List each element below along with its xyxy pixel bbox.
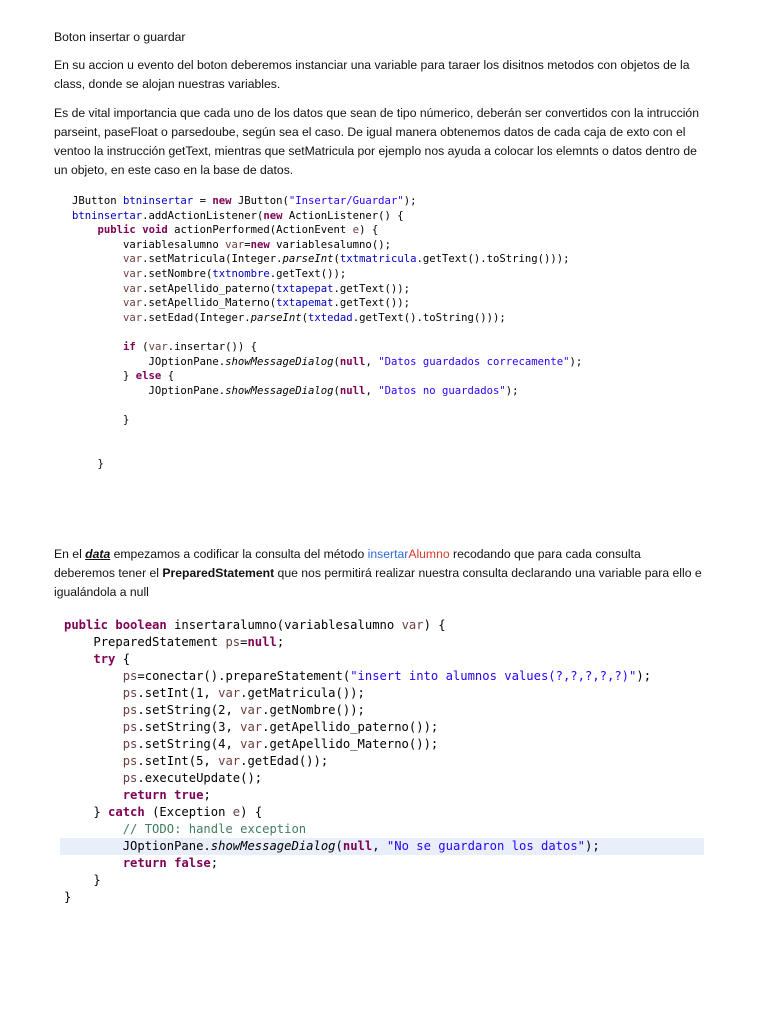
code-line: JOptionPane.showMessageDialog(null, "Datos no guardados"); <box>148 384 519 397</box>
code-line: var.setNombre(txtnombre.getText()); <box>123 267 347 280</box>
intro-paragraph: En su accion u evento del boton deberemos instanciar una variable para taraer los disitnos metodos con objetos de la class, donde se alojan nuestras variables. <box>54 58 690 91</box>
code-line: } <box>93 873 101 887</box>
code-line: var.setMatricula(Integer.parseInt(txtmatricula.getText().toString())); <box>123 253 570 266</box>
code-line: public void actionPerformed(ActionEvent e) { <box>97 224 379 237</box>
code-line: ps.setString(4, var.getApellido_Materno()); <box>122 737 439 751</box>
code-line: // TODO: handle exception <box>122 822 307 836</box>
code-line: } <box>123 413 130 426</box>
code-line: } <box>64 890 72 904</box>
section-heading: Boton insertar o guardar <box>54 30 186 44</box>
code-line <box>72 325 582 340</box>
code-line: return false; <box>122 856 219 870</box>
code-line <box>72 428 582 443</box>
code-line: ps=conectar().prepareStatement("insert into alumnos values(?,?,?,?,?)"); <box>122 669 652 683</box>
code-line: if (var.insertar()) { <box>123 340 257 353</box>
code-line: var.setApellido_Materno(txtapemat.getText()); <box>123 297 411 310</box>
insert-method-code-snippet <box>64 617 704 906</box>
button-code-snippet <box>72 194 582 471</box>
code-line: return true; <box>122 788 211 802</box>
data-paragraph: En el data empezamos a codificar la consulta del método insertarAlumno recodando que para cada consulta deberemos tener el PreparedStatement que nos permitirá realizar nuestra consulta declarando una variable para ello e igualándola a null <box>54 547 702 599</box>
code-line: try { <box>93 652 131 666</box>
code-line: JOptionPane.showMessageDialog(null, "Datos guardados correcamente"); <box>148 355 583 368</box>
code-line <box>72 398 582 413</box>
code-line: btninsertar.addActionListener(new ActionListener() { <box>72 209 404 222</box>
code-line: ps.setString(3, var.getApellido_paterno()); <box>122 720 439 734</box>
code-line: variablesalumno var=new variablesalumno(); <box>123 238 391 251</box>
code-line <box>72 442 582 457</box>
code-line: ps.setInt(5, var.getEdad()); <box>122 754 329 768</box>
code-line: ps.setInt(1, var.getMatricula()); <box>122 686 365 700</box>
code-line: JButton btninsertar = new JButton("Insertar/Guardar"); <box>72 195 417 207</box>
code-line: ps.executeUpdate(); <box>122 771 263 785</box>
code-line-highlighted: JOptionPane.showMessageDialog(null, "No se guardaron los datos"); <box>60 838 704 855</box>
code-line: ps.setString(2, var.getNombre()); <box>122 703 365 717</box>
code-line: var.setApellido_paterno(txtapepat.getText()); <box>123 282 411 295</box>
code-line: } else { <box>123 370 175 383</box>
conversion-paragraph: Es de vital importancia que cada uno de los datos que sean de tipo númerico, deberán ser convertidos con la intrucción parseint, paseFloat o parsedoube, según sea el caso. De igual manera obtenemos datos de cada caja de exto con el ventoo la instrucción getText, mientras que setMatricula por ejemplo nos ayuda a colocar los elemnts o datos dentro de un objeto, en este caso en la base de datos. <box>54 106 699 177</box>
code-line: public boolean insertaralumno(variablesalumno var) { <box>64 618 446 632</box>
code-line: } catch (Exception e) { <box>93 805 263 819</box>
code-line: var.setEdad(Integer.parseInt(txtedad.getText().toString())); <box>123 311 506 324</box>
code-line: } <box>97 457 104 470</box>
code-line: PreparedStatement ps=null; <box>93 635 285 649</box>
